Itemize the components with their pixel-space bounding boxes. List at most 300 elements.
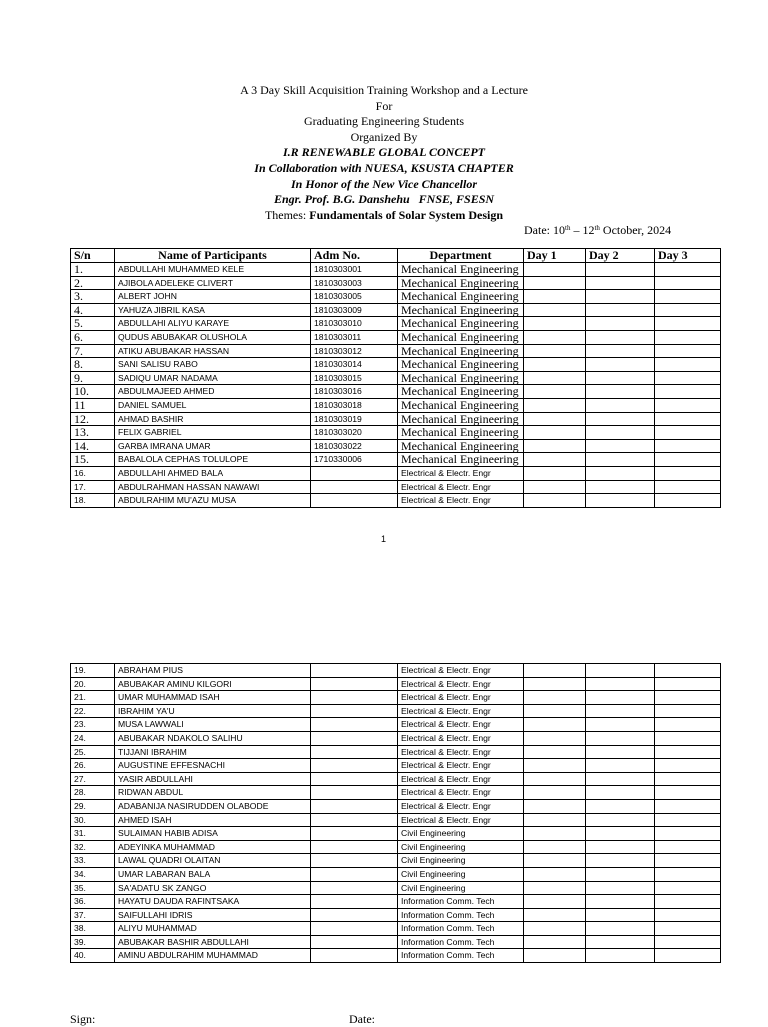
adm-no-cell [311,759,398,773]
day2-cell [586,263,655,277]
day3-cell [655,772,721,786]
adm-no-cell [311,840,398,854]
column-header-department: Department [398,249,524,263]
day2-cell [586,691,655,705]
sn-cell: 36. [71,895,115,909]
table-row [71,276,721,290]
name-cell: SA'ADATU SK ZANGO [115,881,311,895]
adm-no-cell: 1810303005 [311,290,398,304]
name-cell: QUDUS ABUBAKAR OLUSHOLA [115,330,311,344]
day1-cell [524,290,586,304]
department-cell: Civil Engineering [398,881,524,895]
day1-cell [524,895,586,909]
date-sup-2: th [594,224,600,232]
table-row [71,691,721,705]
day1-cell [524,731,586,745]
day1-cell [524,759,586,773]
name-cell: IBRAHIM YA'U [115,704,311,718]
table-row [71,344,721,358]
sn-cell: 12. [71,412,115,426]
day3-cell [655,827,721,841]
day1-cell [524,799,586,813]
day3-cell [655,677,721,691]
sn-cell: 33. [71,854,115,868]
name-cell: ABUBAKAR AMINU KILGORI [115,677,311,691]
day3-cell [655,385,721,399]
department-cell: Civil Engineering [398,867,524,881]
table-row [71,426,721,440]
department-cell: Electrical & Electr. Engr [398,799,524,813]
name-cell: TIJJANI IBRAHIM [115,745,311,759]
day3-cell [655,276,721,290]
sn-cell: 5. [71,317,115,331]
department-cell: Electrical & Electr. Engr [398,494,524,508]
table-row [71,840,721,854]
day1-cell [524,718,586,732]
name-cell: SADIQU UMAR NADAMA [115,371,311,385]
sn-cell: 17. [71,480,115,494]
day2-cell [586,303,655,317]
department-cell: Electrical & Electr. Engr [398,480,524,494]
department-cell: Information Comm. Tech [398,949,524,963]
department-cell: Electrical & Electr. Engr [398,731,524,745]
adm-no-cell [311,772,398,786]
department-cell: Mechanical Engineering [398,439,524,453]
audience-line: Graduating Engineering Students [304,114,464,129]
day3-cell [655,439,721,453]
sn-cell: 34. [71,867,115,881]
adm-no-cell [311,786,398,800]
adm-no-cell: 1810303022 [311,439,398,453]
table-row [71,799,721,813]
name-cell: ABDULRAHMAN HASSAN NAWAWI [115,480,311,494]
department-cell: Electrical & Electr. Engr [398,745,524,759]
day2-cell [586,759,655,773]
name-cell: HAYATU DAUDA RAFINTSAKA [115,895,311,909]
day1-cell [524,263,586,277]
day1-cell [524,677,586,691]
day1-cell [524,827,586,841]
adm-no-cell [311,881,398,895]
sn-cell: 28. [71,786,115,800]
column-header-day1: Day 1 [524,249,586,263]
day1-cell [524,412,586,426]
table-row [71,358,721,372]
day2-cell [586,677,655,691]
adm-no-cell: 1810303019 [311,412,398,426]
column-header-day2: Day 2 [586,249,655,263]
adm-no-cell: 1810303010 [311,317,398,331]
department-cell: Mechanical Engineering [398,426,524,440]
department-cell: Mechanical Engineering [398,303,524,317]
column-header-adm: Adm No. [311,249,398,263]
table-row [71,854,721,868]
name-cell: AHMED ISAH [115,813,311,827]
adm-no-cell [311,745,398,759]
adm-no-cell [311,466,398,480]
day2-cell [586,908,655,922]
day1-cell [524,330,586,344]
table-row [71,895,721,909]
department-cell: Mechanical Engineering [398,385,524,399]
name-cell: ADEYINKA MUHAMMAD [115,840,311,854]
day1-cell [524,664,586,678]
table-row [71,494,721,508]
page-number: 1 [381,534,387,544]
table-body-page-2 [71,664,721,963]
adm-no-cell: 1810303014 [311,358,398,372]
day3-cell [655,330,721,344]
name-cell: YAHUZA JIBRIL KASA [115,303,311,317]
name-cell: UMAR MUHAMMAD ISAH [115,691,311,705]
table-row [71,330,721,344]
adm-no-cell: 1810303015 [311,371,398,385]
day3-cell [655,949,721,963]
day1-cell [524,691,586,705]
adm-no-cell [311,895,398,909]
day3-cell [655,922,721,936]
day2-cell [586,453,655,467]
name-cell: ATIKU ABUBAKAR HASSAN [115,344,311,358]
day2-cell [586,358,655,372]
adm-no-cell: 1810303012 [311,344,398,358]
day2-cell [586,772,655,786]
name-cell: AJIBOLA ADELEKE CLIVERT [115,276,311,290]
sn-cell: 10. [71,385,115,399]
date-prefix: Date: 10 [524,223,565,237]
day3-cell [655,344,721,358]
table-body-page-1 [71,263,721,508]
table-row [71,718,721,732]
day1-cell [524,358,586,372]
day3-cell [655,799,721,813]
day1-cell [524,317,586,331]
sn-cell: 35. [71,881,115,895]
name-cell: ABDULLAHI AHMED BALA [115,466,311,480]
workshop-date [524,223,671,238]
day1-cell [524,453,586,467]
day1-cell [524,813,586,827]
day3-cell [655,412,721,426]
department-cell: Mechanical Engineering [398,358,524,372]
day1-cell [524,854,586,868]
sn-cell: 29. [71,799,115,813]
table-row [71,745,721,759]
name-cell: ALIYU MUHAMMAD [115,922,311,936]
adm-no-cell: 1810303020 [311,426,398,440]
themes-value: Fundamentals of Solar System Design [309,207,504,222]
day3-cell [655,745,721,759]
table-row [71,704,721,718]
sn-cell: 14. [71,439,115,453]
department-cell: Civil Engineering [398,854,524,868]
sn-cell: 30. [71,813,115,827]
adm-no-cell: 1810303011 [311,330,398,344]
adm-no-cell [311,854,398,868]
table-row [71,466,721,480]
name-cell: AUGUSTINE EFFESNACHI [115,759,311,773]
name-cell: FELIX GABRIEL [115,426,311,440]
day1-cell [524,303,586,317]
day1-cell [524,840,586,854]
table-row [71,412,721,426]
day2-cell [586,786,655,800]
adm-no-cell: 1710330006 [311,453,398,467]
table-row [71,772,721,786]
department-cell: Electrical & Electr. Engr [398,718,524,732]
table-row [71,677,721,691]
table-header-row [71,249,721,263]
date-suffix: October, 2024 [599,223,672,237]
table-row [71,759,721,773]
day3-cell [655,466,721,480]
sn-cell: 15. [71,453,115,467]
day3-cell [655,494,721,508]
day2-cell [586,494,655,508]
adm-no-cell: 1810303003 [311,276,398,290]
attendance-table-page-1 [70,248,721,508]
sn-cell: 4. [71,303,115,317]
day3-cell [655,263,721,277]
sn-cell: 31. [71,827,115,841]
department-cell: Mechanical Engineering [398,398,524,412]
sn-cell: 39. [71,935,115,949]
name-cell: ABDULLAHI ALIYU KARAYE [115,317,311,331]
name-cell: ALBERT JOHN [115,290,311,304]
department-cell: Electrical & Electr. Engr [398,772,524,786]
themes-label: Themes: [264,207,310,222]
day2-cell [586,412,655,426]
name-cell: RIDWAN ABDUL [115,786,311,800]
table-row [71,290,721,304]
department-cell: Civil Engineering [398,827,524,841]
department-cell: Mechanical Engineering [398,317,524,331]
column-header-day3: Day 3 [655,249,721,263]
adm-no-cell [311,867,398,881]
adm-no-cell [311,908,398,922]
name-cell: YASIR ABDULLAHI [115,772,311,786]
day2-cell [586,799,655,813]
table-row [71,827,721,841]
organized-by-line: Organized By [350,129,418,144]
sn-cell: 9. [71,371,115,385]
day3-cell [655,691,721,705]
day2-cell [586,290,655,304]
table-row [71,480,721,494]
sn-cell: 26. [71,759,115,773]
adm-no-cell: 1810303001 [311,263,398,277]
sn-cell: 3. [71,290,115,304]
name-cell: GARBA IMRANA UMAR [115,439,311,453]
sign-label: Sign: [70,1012,96,1026]
day1-cell [524,371,586,385]
table-row [71,935,721,949]
department-cell: Information Comm. Tech [398,908,524,922]
department-cell: Mechanical Engineering [398,276,524,290]
day2-cell [586,731,655,745]
day3-cell [655,358,721,372]
day3-cell [655,908,721,922]
adm-no-cell [311,718,398,732]
adm-no-cell [311,677,398,691]
day2-cell [586,935,655,949]
day2-cell [586,895,655,909]
sn-cell: 32. [71,840,115,854]
sn-cell: 6. [71,330,115,344]
name-cell: ADABANIJA NASIRUDDEN OLABODE [115,799,311,813]
department-cell: Mechanical Engineering [398,290,524,304]
day2-cell [586,466,655,480]
day1-cell [524,867,586,881]
adm-no-cell [311,813,398,827]
department-cell: Mechanical Engineering [398,371,524,385]
department-cell: Mechanical Engineering [398,412,524,426]
name-cell: SULAIMAN HABIB ADISA [115,827,311,841]
name-cell: DANIEL SAMUEL [115,398,311,412]
table-row [71,867,721,881]
day1-cell [524,786,586,800]
table-row [71,731,721,745]
day1-cell [524,935,586,949]
footer-date-label: Date: [349,1012,375,1026]
sn-cell: 11 [71,398,115,412]
name-cell: ABRAHAM PIUS [115,664,311,678]
sn-cell: 18. [71,494,115,508]
attendance-table-page-2 [70,663,721,963]
for-line: For [375,98,393,113]
day2-cell [586,480,655,494]
organizer-name: I.R RENEWABLE GLOBAL CONCEPT [282,145,486,160]
table-row [71,317,721,331]
table-row [71,908,721,922]
day1-cell [524,344,586,358]
adm-no-cell [311,827,398,841]
department-cell: Mechanical Engineering [398,263,524,277]
name-cell: SAIFULLAHI IDRIS [115,908,311,922]
department-cell: Electrical & Electr. Engr [398,813,524,827]
day3-cell [655,398,721,412]
day2-cell [586,827,655,841]
department-cell: Mechanical Engineering [398,453,524,467]
adm-no-cell [311,664,398,678]
department-cell: Information Comm. Tech [398,922,524,936]
table-row [71,263,721,277]
day1-cell [524,276,586,290]
day2-cell [586,813,655,827]
day1-cell [524,494,586,508]
day2-cell [586,344,655,358]
name-cell: LAWAL QUADRI OLAITAN [115,854,311,868]
name-cell: AMINU ABDULRAHIM MUHAMMAD [115,949,311,963]
date-sup-1: th [565,224,571,232]
honoree-name: Engr. Prof. B.G. Danshehu FNSE, FSESN [273,192,495,207]
column-header-sn: S/n [71,249,115,263]
sn-cell: 1. [71,263,115,277]
sn-cell: 19. [71,664,115,678]
day2-cell [586,922,655,936]
sn-cell: 16. [71,466,115,480]
department-cell: Information Comm. Tech [398,895,524,909]
date-mid: – 12 [570,223,595,237]
adm-no-cell [311,691,398,705]
adm-no-cell: 1810303016 [311,385,398,399]
day1-cell [524,772,586,786]
adm-no-cell [311,935,398,949]
day2-cell [586,385,655,399]
day2-cell [586,704,655,718]
adm-no-cell [311,949,398,963]
table-row [71,303,721,317]
sn-cell: 13. [71,426,115,440]
day3-cell [655,881,721,895]
day2-cell [586,854,655,868]
day3-cell [655,453,721,467]
name-cell: BABALOLA CEPHAS TOLULOPE [115,453,311,467]
day1-cell [524,922,586,936]
column-header-name: Name of Participants [115,249,311,263]
department-cell: Civil Engineering [398,840,524,854]
day3-cell [655,303,721,317]
day3-cell [655,371,721,385]
table-row [71,922,721,936]
day1-cell [524,908,586,922]
day2-cell [586,881,655,895]
table-row [71,385,721,399]
honor-line: In Honor of the New Vice Chancellor [290,176,478,191]
sn-cell: 37. [71,908,115,922]
day2-cell [586,840,655,854]
adm-no-cell [311,799,398,813]
sn-cell: 2. [71,276,115,290]
day3-cell [655,840,721,854]
day3-cell [655,317,721,331]
day3-cell [655,786,721,800]
department-cell: Mechanical Engineering [398,344,524,358]
sn-cell: 21. [71,691,115,705]
day3-cell [655,426,721,440]
day1-cell [524,466,586,480]
table-row [71,453,721,467]
day3-cell [655,759,721,773]
name-cell: AHMAD BASHIR [115,412,311,426]
day1-cell [524,704,586,718]
name-cell: UMAR LABARAN BALA [115,867,311,881]
day1-cell [524,398,586,412]
name-cell: ABUBAKAR NDAKOLO SALIHU [115,731,311,745]
day2-cell [586,745,655,759]
day2-cell [586,426,655,440]
themes-line [0,208,768,224]
sn-cell: 22. [71,704,115,718]
day3-cell [655,718,721,732]
department-cell: Electrical & Electr. Engr [398,677,524,691]
day2-cell [586,718,655,732]
day3-cell [655,813,721,827]
adm-no-cell [311,731,398,745]
department-cell: Electrical & Electr. Engr [398,691,524,705]
table-row [71,949,721,963]
sn-cell: 40. [71,949,115,963]
day3-cell [655,704,721,718]
day1-cell [524,949,586,963]
day2-cell [586,330,655,344]
day3-cell [655,480,721,494]
day2-cell [586,867,655,881]
day1-cell [524,881,586,895]
sn-cell: 25. [71,745,115,759]
day2-cell [586,439,655,453]
day1-cell [524,385,586,399]
